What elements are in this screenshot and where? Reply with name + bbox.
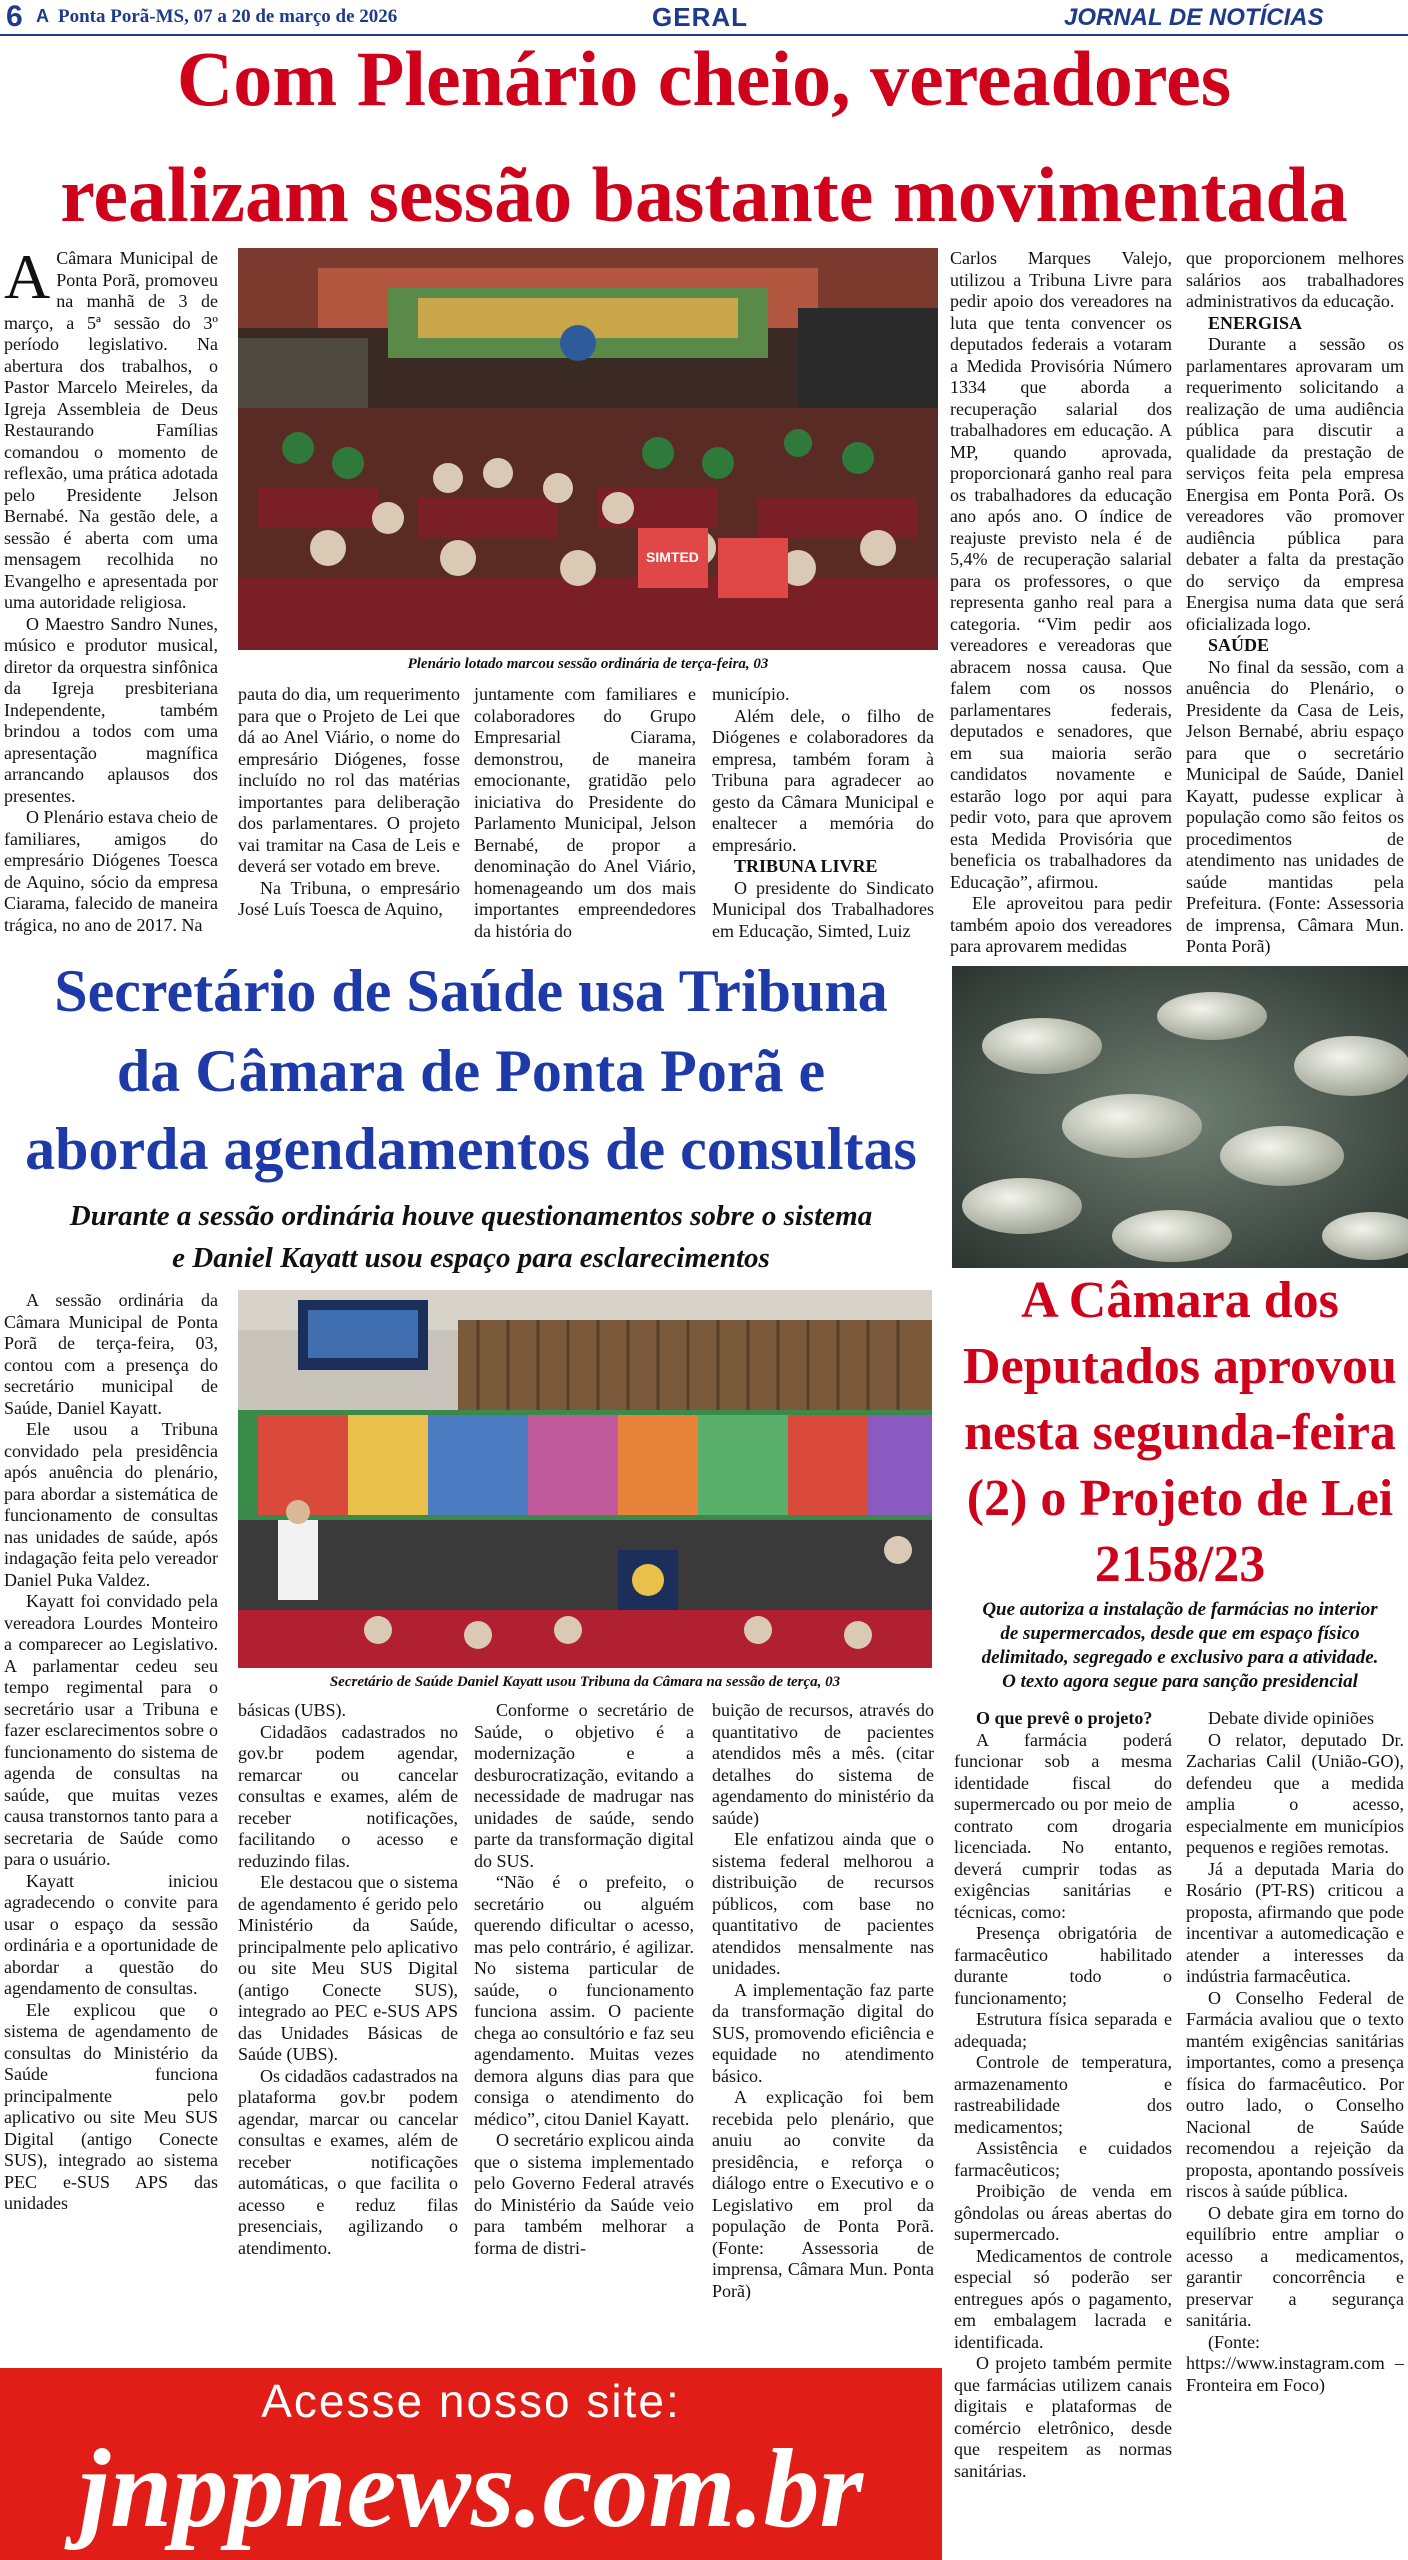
story1-col3-p1: juntamente com familiares e colaboradores do Grupo Empresarial Ciarama, demonstrou, de maneira emocionante, gratidão pelo iniciativa do Presidente do Parlamento Municipal, Jelson Bernabé, de propor a denominação do Anel Viário, homenageando um dos mais importantes empreendedores da história do (474, 684, 696, 941)
story3-deck-line2: de supermercados, desde que em espaço físico (1000, 1623, 1360, 1644)
story3-col2-p6: (Fonte: https://www.instagram.com – Fronteira em Foco) (1186, 2331, 1404, 2395)
story1-col4-p1: município. (712, 684, 790, 704)
story3-headline-line1: A Câmara dos (1021, 1272, 1339, 1329)
story2-col1-p3: Kayatt foi convidado pela vereadora Lourdes Monteiro a comparecer ao Legislativo. A parlamentar cedeu seu tempo regimental para o secretário usar a Tribuna e fazer esclarecimentos sobre o funcionamento do sistema de agenda de consultas na saúde, que muitas vezes causa transtornos tanto para a secretaria de Saúde como para o usuário. (4, 1591, 218, 1869)
story3-col1-p3: Estrutura física separada e adequada; (954, 2009, 1172, 2051)
que-preve-subhead: O que prevê o projeto? (976, 1708, 1153, 1728)
story2-col1-p1: A sessão ordinária da Câmara Municipal de Ponta Porã de terça-feira, 03, contou com a presença do secretário municipal de Saúde, Daniel Kayatt. (4, 1290, 218, 1418)
story3-col1-p5: Assistência e cuidados farmacêuticos; (954, 2138, 1172, 2180)
story1-col4-p2: Além dele, o filho de Diógenes e colaboradores da empresa, também foram à Tribuna para agradecer ao gesto da Câmara Municipal e enaltecer a memória do empresário. (712, 705, 934, 855)
story2-col2-p1: básicas (UBS). (238, 1700, 346, 1720)
story2-col4-p1: buição de recursos, através do quantitativo de pacientes atendidos mês a mês. (citar detalhes do sistema de agendamento do ministério da saúde) (712, 1700, 934, 1828)
story2-column-1 (4, 1290, 218, 2356)
story2-col2-p2: Cidadãos cadastrados no gov.br podem agendar, remarcar ou cancelar consultas e exames, além de receber notificações, facilitando o acesso e reduzindo filas. (238, 1721, 458, 1871)
secretary-tribune-photo (238, 1290, 932, 1668)
story2-col4-p3: A implementação faz parte da transformação digital do SUS, promovendo eficiência e equidade no atendimento básico. (712, 1979, 934, 2086)
newspaper-name: JORNAL DE NOTÍCIAS (1064, 4, 1324, 31)
energisa-subhead: ENERGISA (1208, 312, 1303, 333)
story2-photo-caption: Secretário de Saúde Daniel Kayatt usou Tribuna da Câmara na sessão de terça, 03 (329, 1674, 841, 1690)
story2-headline-line1: Secretário de Saúde usa Tribuna (54, 958, 888, 1024)
page-number: 6 (6, 0, 23, 33)
story3-col2-p4: O Conselho Federal de Farmácia avaliou que o texto mantém exigências sanitárias importantes, como a presença física do farmacêutico. Por outro lado, o Conselho Nacional de Saúde recomendou a rejeição da proposta, apontando possíveis riscos à saúde pública. (1186, 1987, 1404, 2201)
story1-headline-line2: realizam sessão bastante movimentada (60, 151, 1348, 238)
story1-column-6 (1186, 248, 1404, 956)
story3-col1-p1: A farmácia poderá funcionar sob a mesma identidade fiscal do supermercado ou por meio de contrato com drogaria licenciada. No entanto, deverá cumprir todas as exigências sanitárias e técnicas, como: (954, 1729, 1172, 1922)
story2-col1-p5: Ele explicou que o sistema de agendamento de consultas do Ministério da Saúde funciona principalmente pelo aplicativo ou site Meu SUS Digital (antigo Conecte SUS), integrado ao sistema PEC e-SUS APS das unidades (4, 1999, 218, 2213)
story1-col1-p2: O Maestro Sandro Nunes, músico e produtor musical, diretor da orquestra sinfônica da Igreja presbiteriana Independente, também brindou a todos com uma apresentação magnífica arrancando aplausos dos presentes. (4, 613, 218, 806)
dateline: Ponta Porã-MS, 07 a 20 de março de 2026 (58, 6, 398, 27)
photo-shirt-text: SIMTED (646, 549, 699, 565)
story3-headline-line4: (2) o Projeto de Lei (966, 1470, 1394, 1527)
story3-column-1 (954, 1708, 1172, 2558)
story2-col3-p3: O secretário explicou ainda que o sistema implementado pelo Governo Federal através do Ministério da Saúde veio para também melhorar a forma de distri- (474, 2130, 694, 2258)
story2-col4-p2: Ele enfatizou ainda que o sistema federal melhorou a distribuição de recursos públicos, com base no quantitativo de pacientes atendidos mensalmente nas unidades. (712, 1829, 934, 1978)
story3-deck-line4: O texto agora segue para sanção presidencial (1002, 1671, 1358, 1692)
story3-col1-p6: Proibição de venda em gôndolas ou áreas abertas do supermercado. (954, 2181, 1172, 2244)
story3-col2-p3: Já a deputada Maria do Rosário (PT-RS) criticou a proposta, afirmando que pode incentivar a automedicação e atender a interesses da indústria farmacêutica. (1186, 1858, 1404, 1986)
story1-column-3 (474, 684, 696, 941)
story2-col2-p3: Ele destacou que o sistema de agendamento é gerido pelo Ministério da Saúde, principalmente pelo aplicativo ou site Meu SUS Digital (antigo Conecte SUS), integrado ao PEC e-SUS APS das Unidades Básicas de Saúde (UBS). (238, 1872, 458, 2064)
story2-col1-p4: Kayatt iniciou agradecendo o convite para usar o espaço da sessão ordinária e a oportunidade de abordar a questão do agendamento de consultas. (4, 1870, 218, 1998)
story2-column-2 (238, 1700, 458, 2356)
story2-deck-line2: e Daniel Kayatt usou espaço para esclarecimentos (172, 1242, 770, 1274)
story1-col6-p1: que proporcionem melhores salários aos trabalhadores administrativos da educação. (1186, 248, 1404, 311)
saude-subhead: SAÚDE (1208, 635, 1270, 655)
story3-headline-line5: 2158/23 (1094, 1536, 1266, 1593)
banner-tagline: Acesse nosso site: (261, 2375, 681, 2427)
story1-column-5 (950, 248, 1172, 956)
story3-col2-p1: Debate divide opiniões (1208, 1708, 1374, 1728)
story1-col4-p3: O presidente do Sindicato Municipal dos Trabalhadores em Educação, Simted, Luiz (712, 877, 934, 941)
drop-cap: A (4, 241, 51, 312)
story1-col2-p2: Na Tribuna, o empresário José Luís Toesca de Aquino, (238, 877, 460, 919)
pills-photo (952, 966, 1408, 1268)
story1-col2-p1: pauta do dia, um requerimento para que o Projeto de Lei que dá ao Anel Viário, o nome do empresário Diógenes, fosse incluído no rol das matérias importantes para deliberação dos parlamentares. O projeto vai tramitar na Casa de Leis e deverá ser votado em breve. (238, 684, 460, 876)
story1-photo-caption: Plenário lotado marcou sessão ordinária de terça-feira, 03 (407, 656, 769, 672)
story1-column-1 (4, 241, 218, 938)
story3-deck-line1: Que autoriza a instalação de farmácias no interior (982, 1599, 1378, 1620)
section-name: GERAL (652, 2, 748, 32)
story2-col3-p1: Conforme o secretário de Saúde, o objetivo é a modernização e a desburocratização, evitando a necessidade de madrugar nas unidades de saúde, sendo parte da transformação digital do SUS. (474, 1700, 694, 1871)
story2-column-3 (474, 1700, 694, 2356)
story2-headline-line2: da Câmara de Ponta Porã e (116, 1038, 826, 1104)
plenary-photo (238, 248, 938, 650)
story3-col1-p2: Presença obrigatória de farmacêutico habilitado durante todo o funcionamento; (954, 1923, 1172, 2008)
story2-deck-line1: Durante a sessão ordinária houve questionamentos sobre o sistema (69, 1200, 873, 1232)
story1-col6-p3: No final da sessão, com a anuência do Plenário, o Presidente da Casa de Leis, Jelson Bernabé, abriu espaço para que o secretário Municipal de Saúde, Daniel Kayatt, pudesse explicar à população como são feitos os procedimentos de atendimento nas unidades de saúde mantidas pela Prefeitura. (Fonte: Assessoria de imprensa, Câmara Mun. Ponta Porã) (1186, 656, 1404, 956)
story1-col5-p1: Carlos Marques Valejo, utilizou a Tribuna Livre para pedir apoio dos vereadores na luta que tenta convencer os deputados federais a votaram a Medida Provisória Número 1334 que aborda a recuperação salarial dos trabalhadores em educação. A MP, quando aprovada, proporcionará ganho real para os trabalhadores da educação ano após ano. O índice de reajuste previsto nela é de 5,4% de recuperação salarial para os professores, o que representa ganho real para a categoria. “Vim pedir aos vereadores e vereadoras que abracem nossa causa. Que falem com os nossos parlamentares federais, deputados e senadores, que em sua maioria serão candidatos novamente e estarão logo por aqui para pedir voto, para que aprovem esta Medida Provisória que beneficia os trabalhadores da Educação”, afirmou. (950, 248, 1172, 892)
story3-column-2 (1186, 1708, 1404, 2558)
story1-col6-p2: Durante a sessão os parlamentares aprovaram um requerimento solicitando a realização de uma audiência pública para discutir a qualidade da prestação de serviços feita pela empresa Energisa em Ponta Porã. Os vereadores vão promover audiência pública para debater a falta da prestação do serviço da empresa Energisa numa data que será oficializada logo. (1186, 334, 1404, 634)
story2-col1-p2: Ele usou a Tribuna convidado pela presidência após anuência do plenário, para abordar a sistemática de funcionamento de consultas nas unidades de saúde, após indagação feita pelo vereador Daniel Puka Valdez. (4, 1419, 218, 1590)
story3-col2-p5: O debate gira em torno do equilíbrio entre ampliar o acesso a medicamentos, garantir concorrência e preservar a segurança sanitária. (1186, 2202, 1404, 2330)
story2-col3-p2: “Não é o prefeito, o secretário ou alguém querendo dificultar o acesso, mas pelo contrário, é agilizar. No sistema particular de saúde, o funcionamento funciona assim. O paciente chega ao consultório e faz seu agendamento. Muitas vezes demora alguns dias para que consiga o atendimento do médico”, citou Daniel Kayatt. (474, 1872, 694, 2129)
story2-headline-line3: aborda agendamentos de consultas (25, 1116, 917, 1182)
story3-headline-line2: Deputados aprovou (963, 1338, 1397, 1395)
story1-col1-p1: Câmara Municipal de Ponta Porã, promoveu na manhã de 3 de março, a 5ª sessão do 3º período legislativo. Na abertura dos trabalhos, o Pastor Marcelo Meireles, da Igreja Assembleia de Deus Restaurando Famílias comandou o momento de reflexão, uma prática adotada pelo Presidente Jelson Bernabé. Na gestão dele, a sessão é aberta com uma mensagem recolhida no Evangelho e apresentada por uma autoridade religiosa. (4, 248, 218, 612)
story3-col1-p7: Medicamentos de controle especial só poderão ser entregues após o pagamento, em embalagem lacrada e identificada. (954, 2245, 1172, 2352)
story3-headline-line3: nesta segunda-feira (964, 1404, 1396, 1461)
story3-col1-p8: O projeto também permite que farmácias utilizem canais digitais e plataformas de comércio eletrônico, desde que respeitem as normas sanitárias. (954, 2353, 1172, 2481)
story1-column-2 (238, 684, 460, 938)
story1-column-4 (712, 684, 934, 941)
story1-col1-p3: O Plenário estava cheio de familiares, amigos do empresário Diógenes Toesca de Aquino, sócio da empresa Ciarama, falecido de maneira trágica, no ano de 2017. Na (4, 807, 218, 935)
story3-col1-p4: Controle de temperatura, armazenamento e rastreabilidade dos medicamentos; (954, 2052, 1172, 2137)
story1-col5-p2: Ele aproveitou para pedir também apoio dos vereadores para aprovarem medidas (950, 893, 1172, 956)
story2-column-4 (712, 1700, 934, 2356)
story1-headline-line1: Com Plenário cheio, vereadores (176, 35, 1232, 122)
story2-col2-p4: Os cidadãos cadastrados na plataforma gov.br podem agendar, marcar ou cancelar consultas e exames, além de receber notificações automáticas, o que facilita o acesso e reduz filas presenciais, agilizando o atendimento. (238, 2065, 458, 2258)
story3-deck-line3: delimitado, segregado e exclusivo para a atividade. (981, 1647, 1379, 1668)
story3-col2-p2: O relator, deputado Dr. Zacharias Calil (União-GO), defendeu que a medida amplia o acesso, especialmente em municípios pequenos e regiões remotas. (1186, 1729, 1404, 1857)
story2-col4-p4: A explicação foi bem recebida pelo plenário, que anuiu ao convite da presidência, e reforça o diálogo entre o Executivo e o Legislativo em prol da população de Ponta Porã. (Fonte: Assessoria de imprensa, Câmara Mun. Ponta Porã) (712, 2087, 934, 2301)
tribuna-livre-subhead: TRIBUNA LIVRE (734, 856, 878, 876)
banner-url-link[interactable]: jnppnews.com.br (78, 2427, 864, 2551)
page-letter: A (36, 6, 49, 26)
